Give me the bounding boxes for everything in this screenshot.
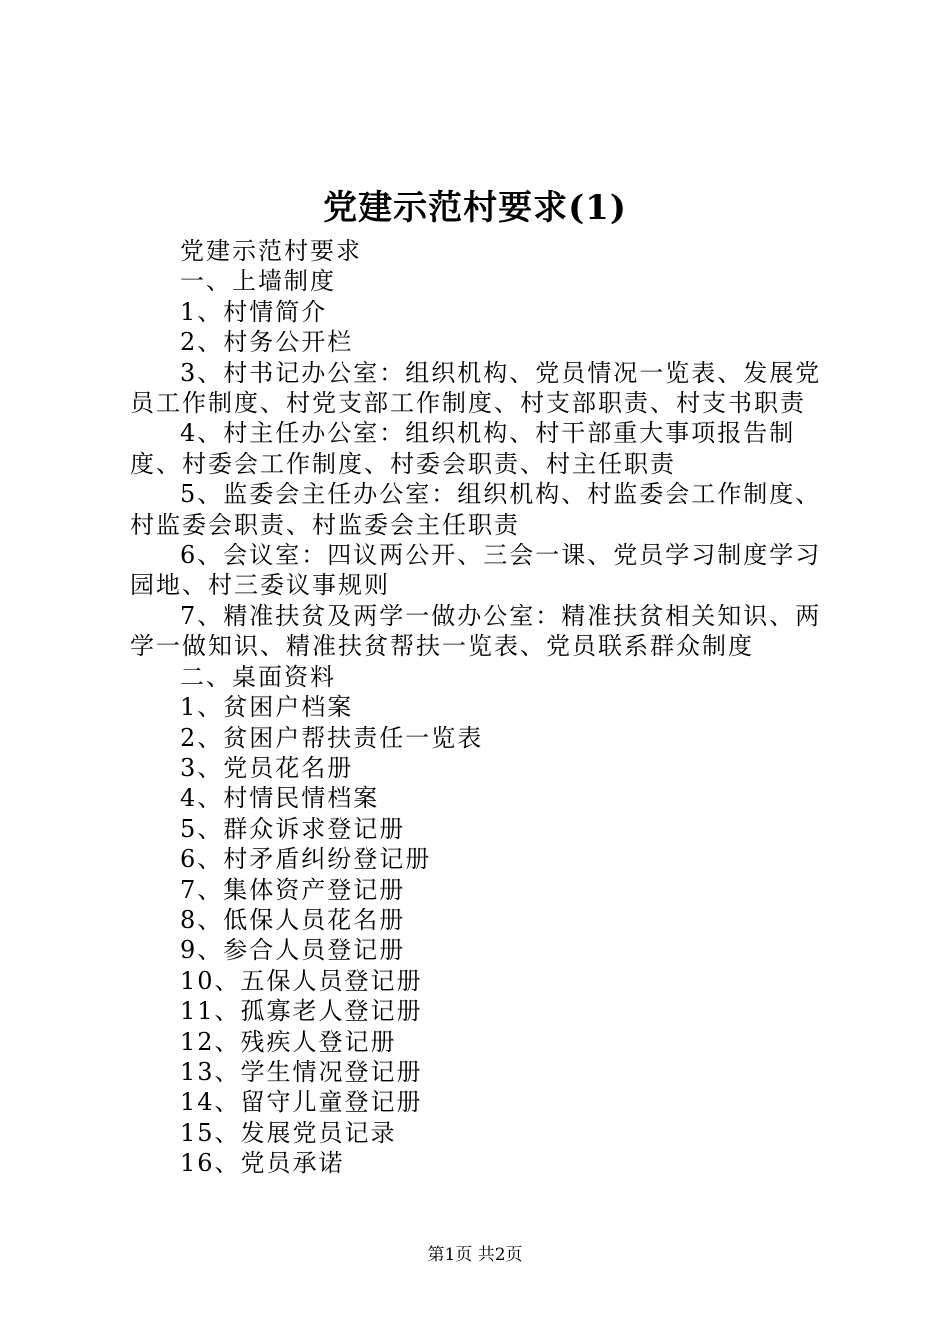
list-item: 8、低保人员花名册 bbox=[180, 905, 406, 934]
list-item: 5、群众诉求登记册 bbox=[180, 814, 406, 843]
page-footer: 第1页 共2页 bbox=[427, 1245, 523, 1265]
list-item: 13、学生情况登记册 bbox=[180, 1057, 423, 1086]
list-item: 10、五保人员登记册 bbox=[180, 966, 423, 995]
list-item: 12、残疾人登记册 bbox=[180, 1027, 397, 1056]
document-title: 党建示范村要求(1) bbox=[323, 188, 627, 228]
list-item: 14、留守儿童登记册 bbox=[180, 1088, 423, 1117]
list-item: 4、村主任办公室：组织机构、村干部重大事项报告制度、村委会工作制度、村委会职责、村主任职责 bbox=[130, 419, 796, 478]
list-item: 2、贫困户帮扶责任一览表 bbox=[180, 723, 484, 752]
list-item: 7、集体资产登记册 bbox=[180, 875, 406, 904]
list-item: 3、村书记办公室：组织机构、党员情况一览表、发展党员工作制度、村党支部工作制度、村支部职责、村支书职责 bbox=[130, 358, 822, 418]
list-item: 16、党员承诺 bbox=[180, 1149, 345, 1178]
list-item: 9、参合人员登记册 bbox=[180, 936, 406, 965]
list-item: 11、孤寡老人登记册 bbox=[180, 997, 423, 1026]
list-item: 2、村务公开栏 bbox=[180, 328, 354, 357]
list-item: 6、村矛盾纠纷登记册 bbox=[180, 845, 432, 874]
list-item: 6、会议室：四议两公开、三会一课、党员学习制度学习园地、村三委议事规则 bbox=[130, 541, 822, 600]
list-item: 4、村情民情档案 bbox=[180, 784, 380, 813]
section-heading: 二、桌面资料 bbox=[180, 662, 336, 691]
list-item: 3、党员花名册 bbox=[180, 753, 354, 782]
list-item: 1、贫困户档案 bbox=[180, 693, 354, 722]
list-item: 7、精准扶贫及两学一做办公室：精准扶贫相关知识、两学一做知识、精准扶贫帮扶一览表、党员联系群众制度 bbox=[130, 601, 822, 661]
section-heading: 一、上墙制度 bbox=[180, 267, 336, 296]
list-item: 1、村情简介 bbox=[180, 297, 328, 326]
list-item: 5、监委会主任办公室：组织机构、村监委会工作制度、村监委会职责、村监委会主任职责 bbox=[130, 480, 822, 539]
document-body bbox=[130, 236, 830, 1179]
paragraph: 党建示范村要求 bbox=[180, 237, 362, 265]
list-item: 15、发展党员记录 bbox=[180, 1118, 397, 1147]
